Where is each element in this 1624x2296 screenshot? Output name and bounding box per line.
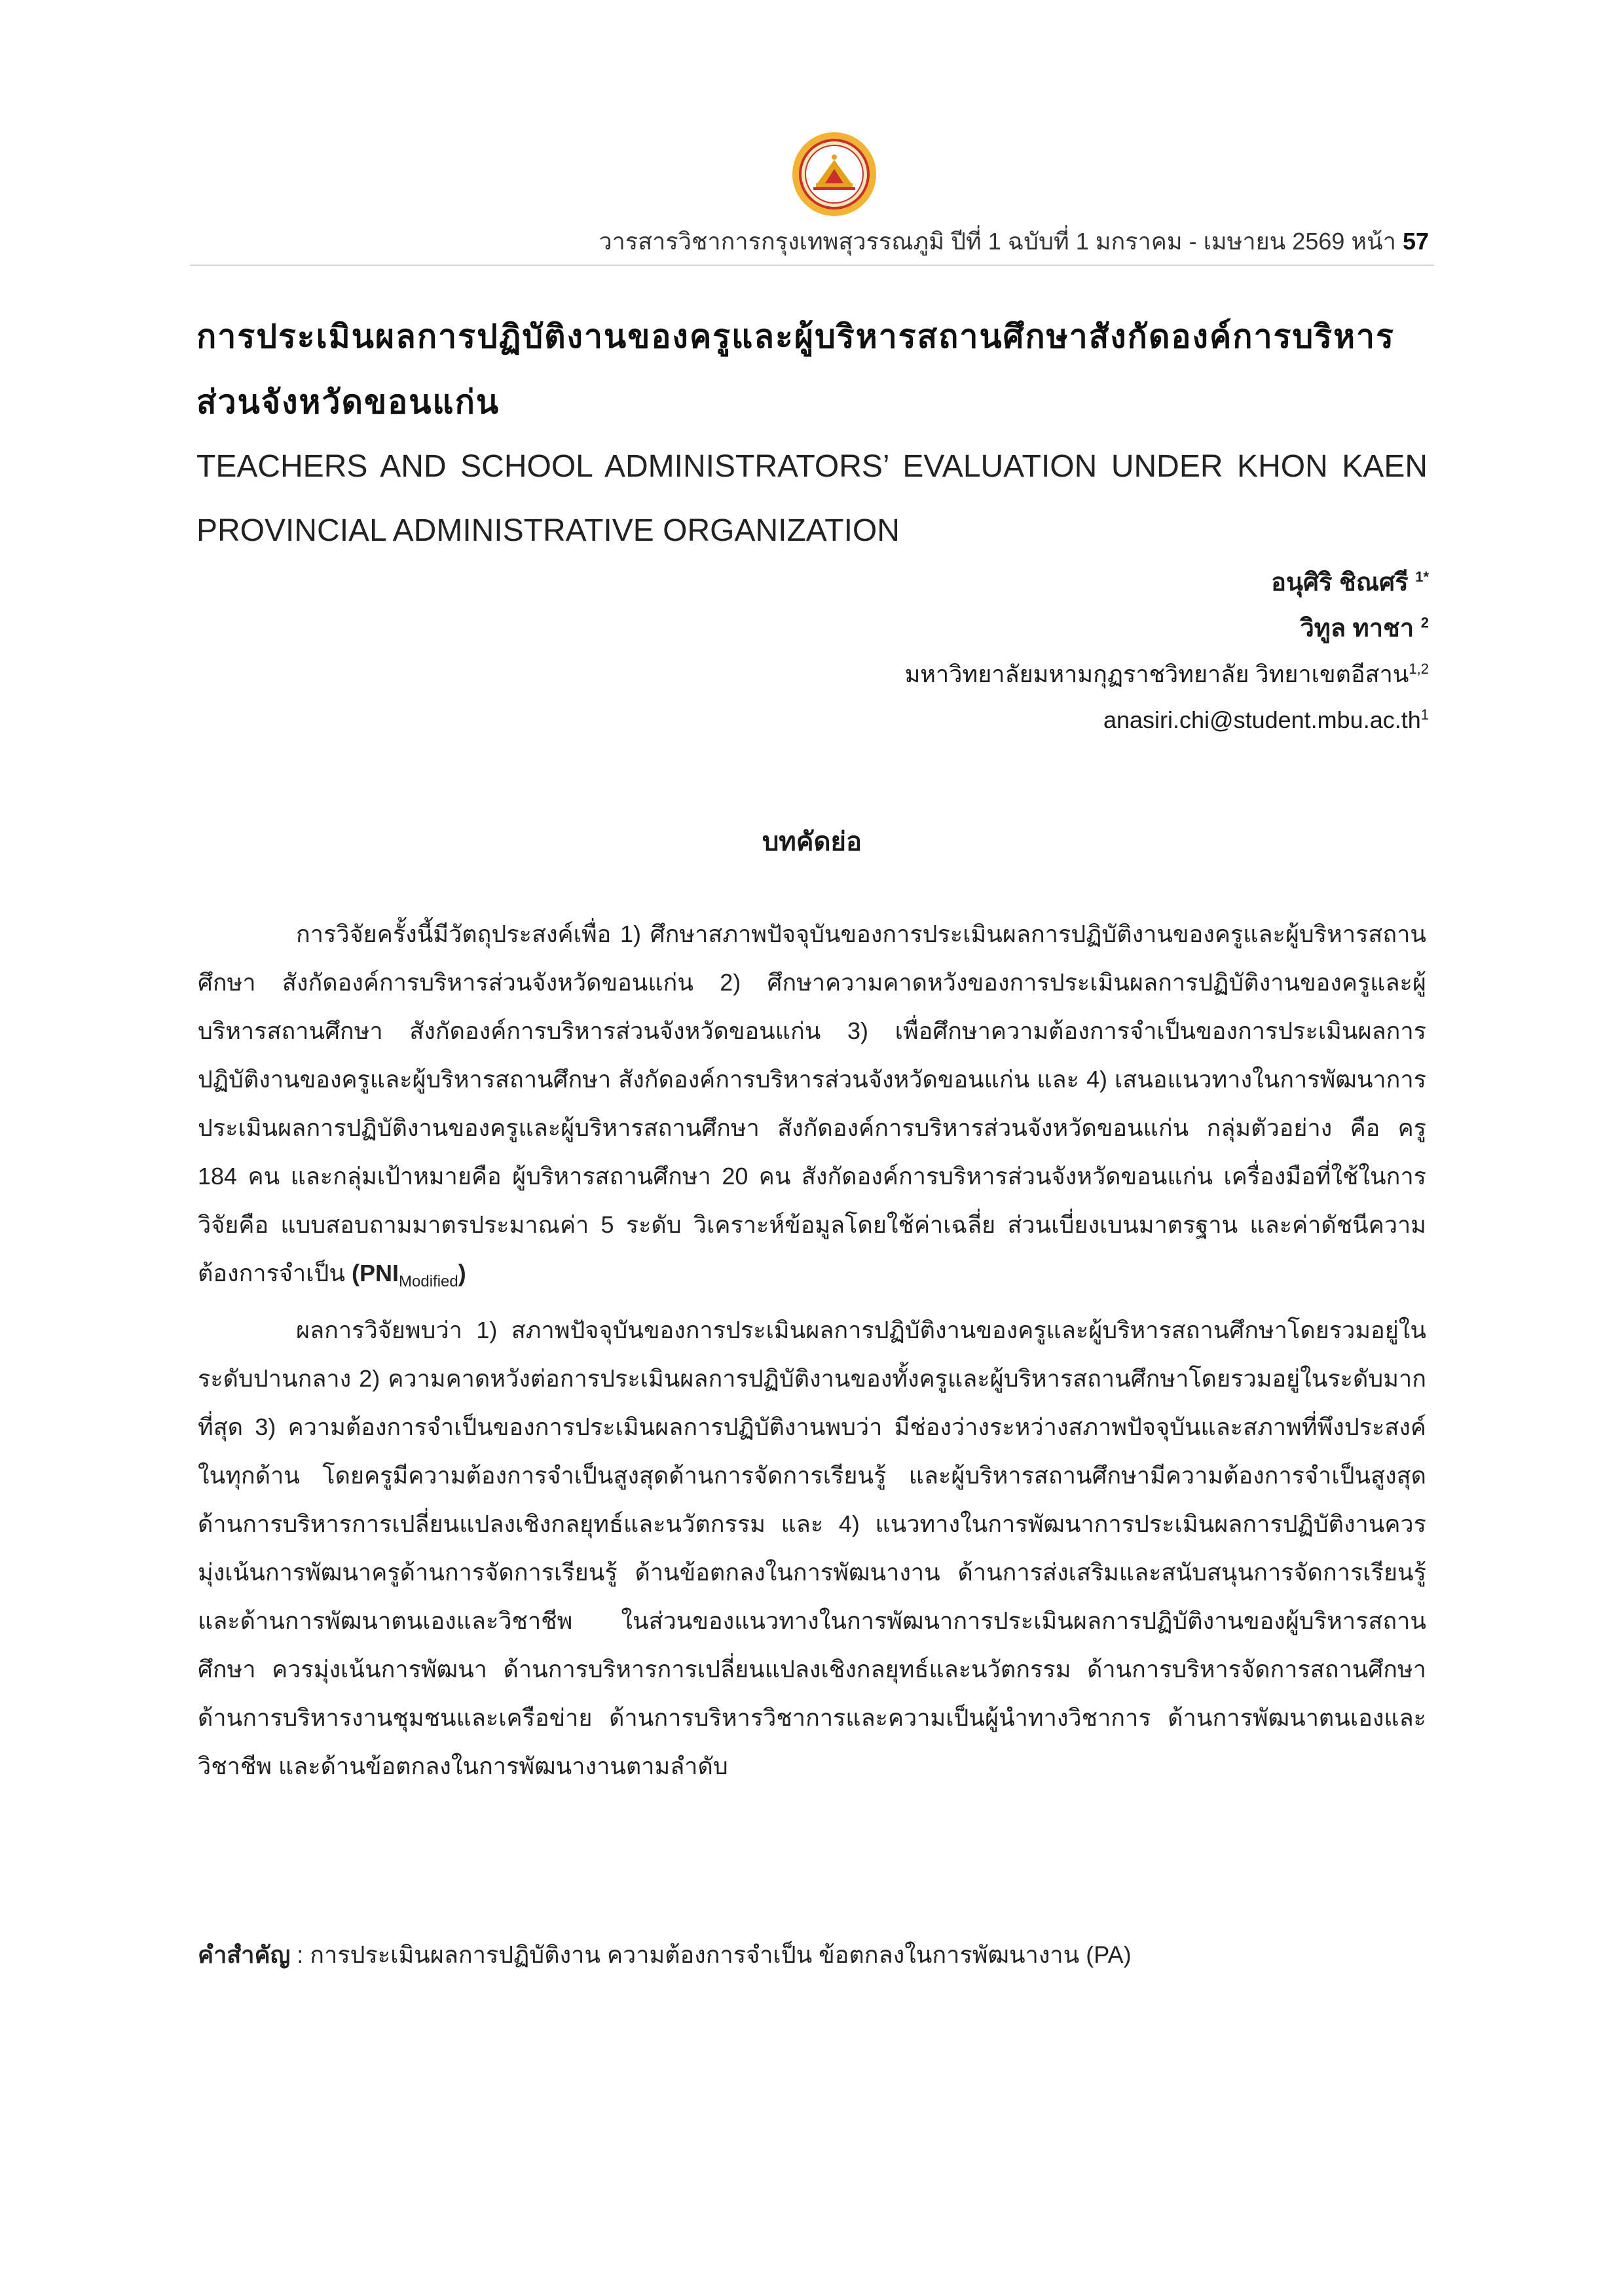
affiliation-mark: 1,2 (1409, 661, 1429, 677)
author-mark: 1* (1415, 568, 1429, 585)
keywords-separator: : (290, 1941, 310, 1968)
author-block (905, 563, 1429, 746)
email-mark: 1 (1420, 706, 1429, 723)
keywords (198, 1935, 1426, 1975)
author-name: อนุศิริ ชิณศรี (1271, 569, 1409, 596)
keywords-label: คำสำคัญ (198, 1941, 291, 1968)
abstract-paragraph-1-text: การวิจัยครั้งนี้มีวัตถุประสงค์เพื่อ 1) ศึกษาสภาพปัจจุบันของการประเมินผลการปฏิบัติงานของครูและผู้บริหารสถานศึกษา สังกัดองค์การบริหารส่วนจังหวัดขอนแก่น 2) ศึกษาความคาดหวังของการประเมินผลการปฏิบัติงานของครูและผู้บริหารสถานศึกษา สังกัดองค์การบริหารส่วนจังหวัดขอนแก่น 3) เพื่อศึกษาความต้องการจำเป็นของการประเมินผลการปฏิบัติงานของครูและผู้บริหารสถานศึกษา สังกัดองค์การบริหารส่วนจังหวัดขอนแก่น และ 4) เสนอแนวทางในการพัฒนาการประเมินผลการปฏิบัติงานของครูและผู้บริหารสถานศึกษา สังกัดองค์การบริหารส่วนจังหวัดขอนแก่น กลุ่มตัวอย่าง คือ ครู 184 คน และกลุ่มเป้าหมายคือ ผู้บริหารสถานศึกษา 20 คน สังกัดองค์การบริหารส่วนจังหวัดขอนแก่น เครื่องมือที่ใช้ในการวิจัยคือ แบบสอบถามมาตรประมาณค่า 5 ระดับ วิเคราะห์ข้อมูลโดยใช้ค่าเฉลี่ย ส่วนเบี่ยงเบนมาตรฐาน และค่าดัชนีความต้องการจำเป็น (198, 920, 1426, 1286)
abstract-paragraph-2: ผลการวิจัยพบว่า 1) สภาพปัจจุบันของการประเมินผลการปฏิบัติงานของครูและผู้บริหารสถานศึกษาโดยรวมอยู่ในระดับปานกลาง 2) ความคาดหวังต่อการประเมินผลการปฏิบัติงานของทั้งครูและผู้บริหารสถานศึกษาโดยรวมอยู่ในระดับมากที่สุด 3) ความต้องการจำเป็นของการประเมินผลการปฏิบัติงานพบว่า มีช่องว่างระหว่างสภาพปัจจุบันและสภาพที่พึงประสงค์ในทุกด้าน โดยครูมีความต้องการจำเป็นสูงสุดด้านการจัดการเรียนรู้ และผู้บริหารสถานศึกษามีความต้องการจำเป็นสูงสุดด้านการบริหารการเปลี่ยนแปลงเชิงกลยุทธ์และนวัตกรรม และ 4) แนวทางในการพัฒนาการประเมินผลการปฏิบัติงานควรมุ่งเน้นการพัฒนาครูด้านการจัดการเรียนรู้ ด้านข้อตกลงในการพัฒนางาน ด้านการส่งเสริมและสนับสนุนการจัดการเรียนรู้และด้านการพัฒนาตนเองและวิชาชีพ ในส่วนของแนวทางในการพัฒนาการประเมินผลการปฏิบัติงานของผู้บริหารสถานศึกษา ควรมุ่งเน้นการพัฒนา ด้านการบริหารการเปลี่ยนแปลงเชิงกลยุทธ์และนวัตกรรม ด้านการบริหารจัดการสถานศึกษา ด้านการบริหารงานชุมชนและเครือข่าย ด้านการบริหารวิชาการและความเป็นผู้นำทางวิชาการ ด้านการพัฒนาตนเองและวิชาชีพ และด้านข้อตกลงในการพัฒนางานตามลำดับ (198, 1317, 1426, 1780)
pni-open: ( (352, 1260, 360, 1286)
author-mark: 2 (1420, 614, 1429, 631)
abstract-paragraph-1 (198, 910, 1426, 1306)
pni-modified (352, 1260, 466, 1291)
pni-label: PNI (360, 1260, 399, 1286)
pni-subscript: Modified (399, 1273, 458, 1291)
author-1 (905, 563, 1429, 602)
page-number: 57 (1402, 228, 1429, 255)
author-email[interactable] (905, 701, 1429, 740)
journal-citation: วารสารวิชาการกรุงเทพสุวรรณภูมิ ปีที่ 1 ฉบับที่ 1 มกราคม - เมษายน 2569 หน้า (599, 228, 1396, 255)
article-title-thai: การประเมินผลการปฏิบัติงานของครูและผู้บริหารสถานศึกษาสังกัดองค์การบริหารส่วนจังหวัดขอนแก่น (196, 318, 1395, 420)
header-divider (190, 264, 1434, 266)
abstract-heading: บทคัดย่อ (762, 828, 862, 856)
article-title-english: TEACHERS AND SCHOOL ADMINISTRATORS’ EVALUATION UNDER KHON KAEN PROVINCIAL ADMINISTRATIVE ORGANIZATION (196, 449, 1428, 548)
author-2 (905, 609, 1429, 648)
email-text[interactable]: anasiri.chi@student.mbu.ac.th (1103, 706, 1421, 733)
author-name: วิทูล ทาชา (1300, 615, 1414, 642)
affiliation-text: มหาวิทยาลัยมหามกุฏราชวิทยาลัย วิทยาเขตอีสาน (904, 661, 1409, 687)
affiliation (905, 655, 1429, 694)
abstract-body (198, 910, 1426, 1791)
pni-close: ) (458, 1260, 466, 1286)
university-seal-logo (791, 131, 877, 217)
keywords-text: การประเมินผลการปฏิบัติงาน ความต้องการจำเป็น ข้อตกลงในการพัฒนางาน (PA) (310, 1941, 1132, 1968)
journal-header (599, 223, 1429, 260)
